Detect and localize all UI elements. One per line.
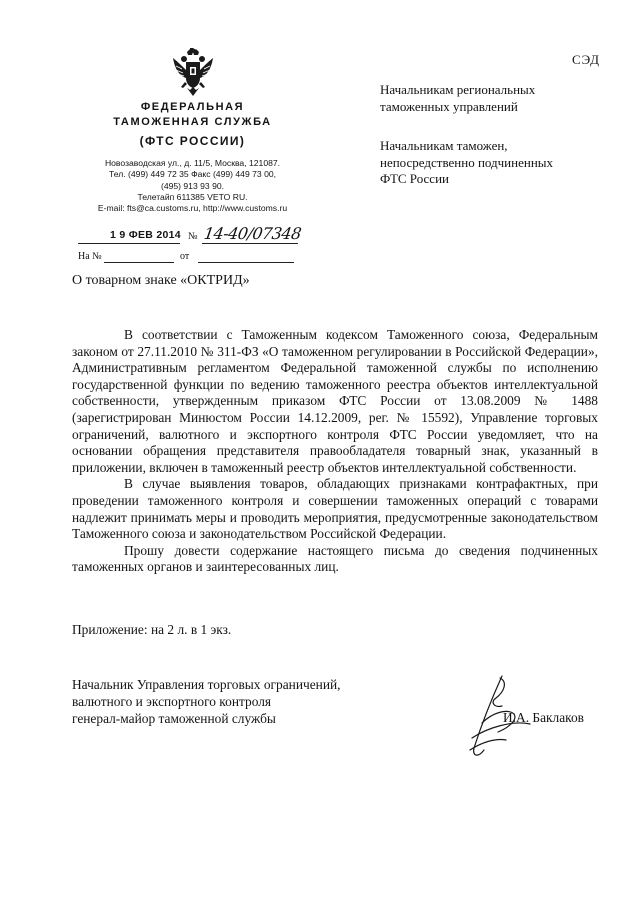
signatory-title bbox=[72, 676, 402, 727]
signatory-title-line: Начальник Управления торговых ограничений, bbox=[72, 677, 341, 692]
agency-address: Новозаводская ул., д. 11/5, Москва, 121087. bbox=[104, 158, 281, 168]
agency-name-line1: ФЕДЕРАЛЬНАЯ bbox=[140, 101, 245, 113]
agency-phone2: (495) 913 93 90. bbox=[160, 180, 225, 191]
letter-body bbox=[72, 327, 598, 576]
recipient-block-1 bbox=[380, 82, 610, 115]
agency-contacts bbox=[60, 158, 325, 214]
reply-date-underline bbox=[198, 262, 294, 263]
agency-teletype: Телетайп 611385 VETO RU. bbox=[137, 191, 248, 202]
registration-date: 1 9 ФЕВ 2014 bbox=[110, 229, 181, 241]
sed-mark: СЭД bbox=[572, 52, 601, 67]
body-paragraph: Прошу довести содержание настоящего письма до сведения подчиненных таможенных органов и заинтересованных лиц. bbox=[72, 542, 598, 575]
recipient-line: Начальникам региональных bbox=[380, 82, 536, 97]
body-paragraph: В случае выявления товаров, обладающих признаками контрафактных, при проведении таможенного контроля и совершении таможенных операций с товарами надлежит принимать меры и проводить мероприятия, предусмотренные законодательством Таможенного союза и законодательством Российской Федерации. bbox=[72, 476, 598, 542]
number-label: № bbox=[188, 231, 198, 242]
signatory-name: И.А. Баклаков bbox=[503, 710, 584, 725]
number-underline bbox=[202, 243, 298, 244]
letter-subject: О товарном знаке «ОКТРИД» bbox=[72, 273, 250, 288]
agency-email-web: E-mail: fts@ca.customs.ru, http://www.customs.ru bbox=[97, 203, 288, 214]
reply-number-underline bbox=[104, 262, 174, 263]
date-underline bbox=[78, 243, 180, 244]
registration-number: 14-40/07348 bbox=[202, 224, 303, 243]
reply-number-label: На № bbox=[78, 251, 102, 262]
agency-phone-fax: Тел. (499) 449 72 35 Факс (499) 449 73 00, bbox=[108, 169, 277, 180]
body-paragraph: В соответствии с Таможенным кодексом Таможенного союза, Федеральным законом от 27.11.2010 № 311-ФЗ «О таможенном регулировании в Российской Федерации», Административным регламентом Федеральной таможенной службы по исполнению государственной функции по ведению таможенного реестра объектов интеллектуальной собственности, утвержденным приказом ФТС России от 13.08.2009 № 1488 (зарегистрирован Минюстом России 14.12.2009, рег. № 15592), Управление торговых ограничений, валютного и экспортного контроля ФТС России уведомляет, что на основании обращения представителя правообладателя товарный знак, указанный в приложении, включен в таможенный реестр объектов интеллектуальной собственности. bbox=[72, 327, 598, 475]
recipient-block-2 bbox=[380, 138, 610, 188]
emblem-icon bbox=[170, 48, 216, 98]
recipient-line: ФТС России bbox=[380, 171, 449, 186]
registration-line bbox=[78, 224, 318, 248]
agency-short-name: (ФТС РОССИИ) bbox=[139, 134, 246, 148]
recipient-line: Начальникам таможен, bbox=[380, 138, 508, 153]
reply-reference-line bbox=[78, 250, 318, 268]
reply-date-label: от bbox=[180, 251, 190, 262]
recipient-line: таможенных управлений bbox=[380, 98, 518, 114]
attachment-note: Приложение: на 2 л. в 1 экз. bbox=[72, 622, 232, 637]
signatory-title-line: валютного и экспортного контроля bbox=[72, 694, 272, 709]
agency-name-line2: ТАМОЖЕННАЯ СЛУЖБА bbox=[113, 116, 272, 128]
signatory-title-line: генерал-майор таможенной службы bbox=[72, 711, 276, 726]
recipient-line: непосредственно подчиненных bbox=[380, 154, 554, 170]
agency-header bbox=[70, 100, 315, 149]
